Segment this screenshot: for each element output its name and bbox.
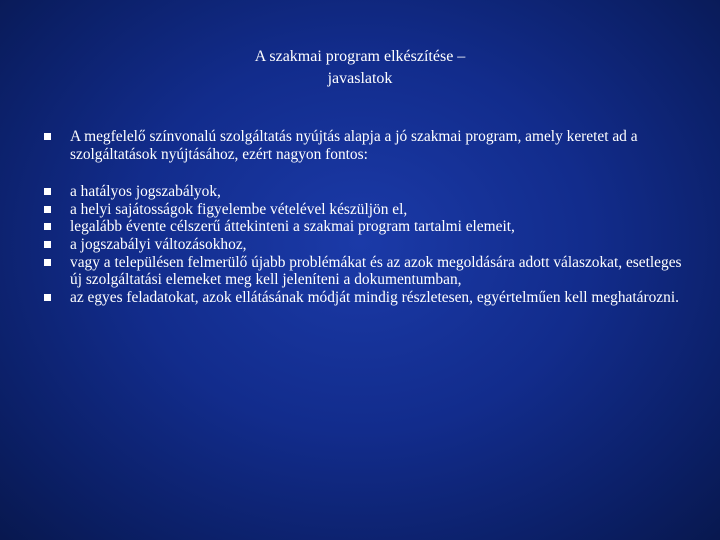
bullet-text: a helyi sajátosságok figyelembe vételével készüljön el,	[70, 200, 408, 218]
square-bullet-icon	[44, 241, 51, 248]
bullet-item	[44, 201, 684, 219]
bullet-item	[44, 218, 684, 236]
bullet-item	[44, 183, 684, 201]
square-bullet-icon	[44, 133, 51, 140]
bullet-text: a jogszabályi változásokhoz,	[70, 235, 247, 253]
slide-title-line-2: javaslatok	[327, 70, 393, 87]
bullet-text: az egyes feladatokat, azok ellátásának módját mindig részletesen, egyértelműen kell meghatározni.	[70, 288, 679, 306]
bullet-item	[44, 236, 684, 254]
square-bullet-icon	[44, 259, 51, 266]
square-bullet-icon	[44, 294, 51, 301]
square-bullet-icon	[44, 206, 51, 213]
bullet-text: vagy a településen felmerülő újabb problémákat és az azok megoldására adott válaszokat, esetleges új szolgáltatási elemeket meg kell jeleníteni a dokumentumban,	[70, 253, 682, 289]
bullet-item	[44, 254, 684, 289]
bullet-text: legalább évente célszerű áttekinteni a szakmai program tartalmi elemeit,	[70, 218, 515, 236]
bullet-item	[44, 289, 684, 307]
bullet-list	[44, 128, 684, 306]
slide-title	[60, 46, 660, 90]
square-bullet-icon	[44, 188, 51, 195]
bullet-item-intro	[44, 128, 684, 163]
slide-title-line-1: A szakmai program elkészítése –	[254, 48, 466, 65]
bullet-text: a hatályos jogszabályok,	[70, 183, 221, 201]
square-bullet-icon	[44, 223, 51, 230]
bullet-text: A megfelelő színvonalú szolgáltatás nyújtás alapja a jó szakmai program, amely keretet ad a szolgáltatások nyújtásához, ezért nagyon fontos:	[70, 128, 638, 163]
